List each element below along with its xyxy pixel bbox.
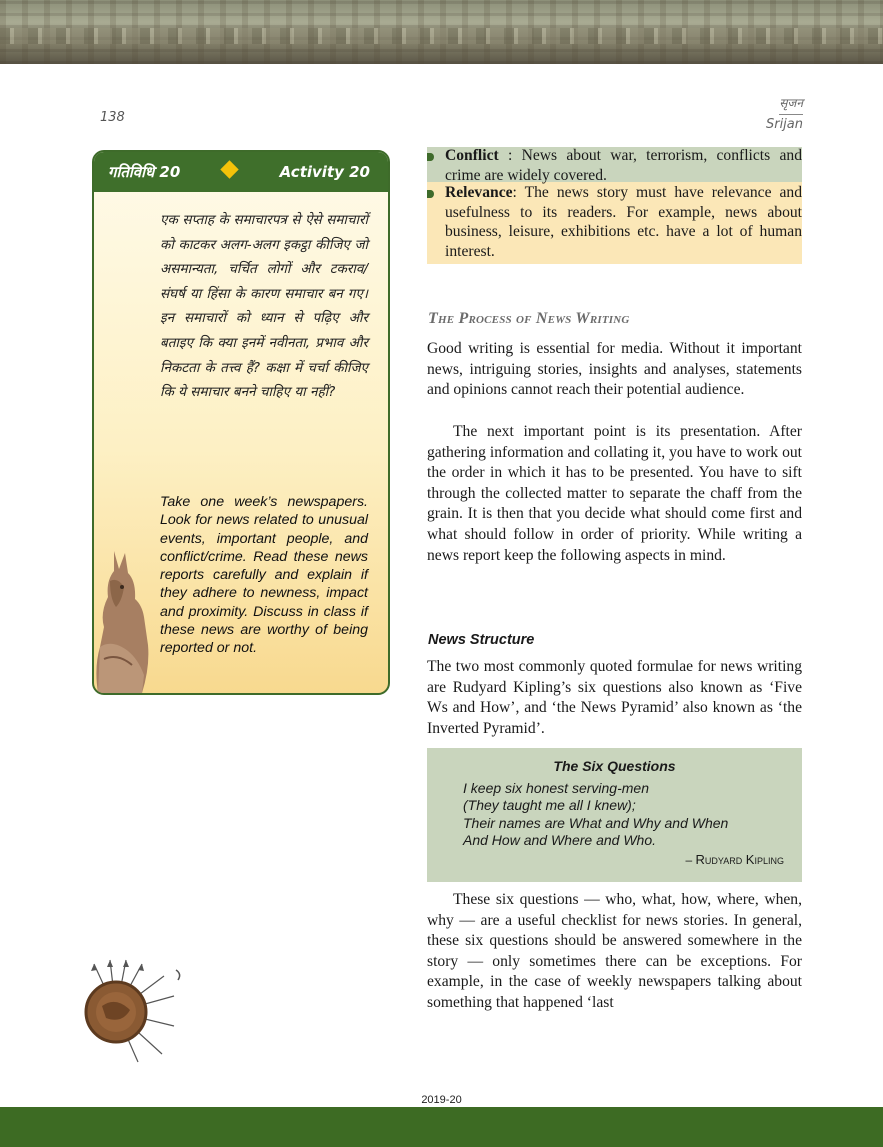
paragraph: These six questions — who, what, how, where, when, why — are a useful checklist for news stories. In general, these six questions should be answered somewhere in the story — only sometimes there can be exceptions. For example, in the case of weekly newspapers talking about something that happened ‘last [427, 891, 802, 1011]
bullet-text: News about war, terrorism, conflicts and crime are widely covered. [445, 147, 802, 184]
footer-year: 2019-20 [421, 1094, 462, 1106]
bullet-text: The news story must have relevance and usefulness to its readers. For example, news about business, leisure, exhibitions etc. have a lot of human interest. [445, 184, 803, 260]
attribution-dash: – [685, 853, 696, 867]
paragraph: The two most commonly quoted formulae for news writing are Rudyard Kipling’s six questions also known as ‘Five Ws and How’, and ‘the News Pyramid’ also known as ‘the Inverted Pyramid’. [427, 658, 802, 737]
activity-text-hindi: एक सप्ताह के समाचारपत्र से ऐसे समाचारों को काटकर अलग-अलग इकट्ठा कीजिए जो असमान्यता, चर्चित लोगों और टकराव/संघर्ष या हिंसा के कारण समाचार बन गए। इन समाचारों को ध्यान से पढ़िए और बताइए कि क्या इनमें नवीनता, प्रभाव और निकटता के तत्त्व हैं? कक्षा में चर्चा कीजिए कि ये समाचार बनने चाहिए या नहीं? [160, 212, 368, 401]
section-title: The Process of News Writing [428, 310, 630, 327]
paragraph: Good writing is essential for media. Without it important news, intriguing stories, insights and analyses, statements and opinions cannot reach their potential audience. [427, 340, 802, 399]
bullet-term: Relevance [445, 184, 513, 201]
bullet-relevance [445, 183, 802, 261]
decorative-header-banner [0, 0, 883, 64]
poem-attribution [685, 852, 784, 867]
activity-header [94, 152, 388, 192]
bullet-icon [427, 190, 434, 198]
shield-arrows-image [66, 956, 196, 1066]
bullet-separator: : [498, 147, 522, 164]
box-title: The Six Questions [553, 758, 676, 774]
activity-box [92, 150, 390, 695]
horse-statue-image [92, 547, 154, 695]
bullet-conflict [445, 146, 802, 185]
activity-text-english: Take one week’s newspapers. Look for news related to unusual events, important people, and conflict/crime. Read these news reports carefully and explain if they adhere to newness, impact and proximity. Discuss in class if these news are worthy of being reported or not. [160, 494, 368, 657]
poem-line: Their names are What and Why and When [463, 814, 729, 831]
bullet-separator: : [512, 184, 525, 201]
footer-band [0, 1107, 883, 1147]
activity-label-english: Activity 20 [279, 163, 370, 181]
activity-label-hindi: गतिविधि 20 [108, 163, 181, 181]
six-questions-box [427, 748, 802, 882]
carved-frieze [0, 28, 883, 44]
diamond-icon [221, 160, 239, 178]
poem-line: And How and Where and Who. [463, 832, 656, 849]
book-title-hindi: सृजन [779, 94, 803, 115]
attribution-name: Rudyard Kipling [695, 852, 784, 867]
running-header [766, 94, 803, 132]
page-number: 138 [100, 110, 125, 125]
poem [463, 780, 728, 850]
book-title-english: Srijan [765, 117, 803, 132]
paragraph: The next important point is its presentation. After gathering information and collating it, you have to work out the order in which it has to be presented. You have to sift through the collected matter to separate the chaff from the grain. It is then that you decide what should come first and what should follow in order of priority. While writing a news report keep the following aspects in mind. [427, 423, 802, 564]
bullet-term: Conflict [445, 147, 499, 164]
poem-line: (They taught me all I knew); [463, 797, 636, 814]
subheading: News Structure [428, 632, 535, 648]
bullet-icon [427, 153, 434, 161]
poem-line: I keep six honest serving-men [463, 780, 649, 796]
